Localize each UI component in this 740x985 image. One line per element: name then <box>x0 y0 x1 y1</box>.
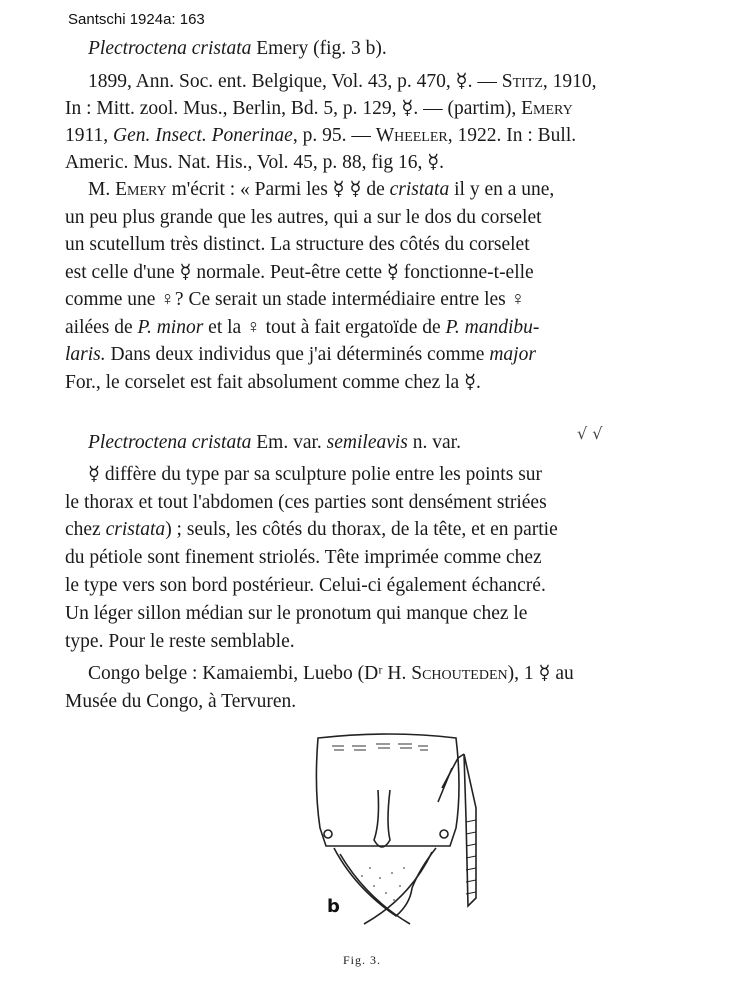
text-run: le type vers son bord postérieur. Celui-ci également échancré. <box>65 575 546 596</box>
text-run: Americ. Mus. Nat. His., Vol. 45, p. 88, fig 16, ☿. <box>65 152 445 173</box>
text-run: Congo belge : Kamaiembi, Luebo (Dʳ H. <box>88 663 412 684</box>
text-run: Emery <box>521 98 573 119</box>
ant-head-drawing <box>300 728 490 938</box>
text-run: Emery (fig. 3 b). <box>251 38 387 59</box>
text-line <box>65 345 536 365</box>
text-run: P. minor <box>137 317 204 338</box>
text-run: cristata <box>389 179 450 200</box>
text-line <box>65 263 534 283</box>
text-run: Gen. Insect. Ponerinae <box>113 125 293 146</box>
text-line <box>65 493 547 513</box>
text-run: un scutellum très distinct. La structure des côtés du corselet <box>65 234 530 255</box>
text-run: Stitz <box>501 71 543 92</box>
text-line <box>88 180 554 200</box>
text-run: 1899, Ann. Soc. ent. Belgique, Vol. 43, p. 470, ☿. — <box>88 71 502 92</box>
figure-caption: Fig. 3. <box>343 953 382 967</box>
text-line <box>65 548 542 568</box>
text-run: Plectroctena cristata <box>88 432 252 453</box>
text-run: P. mandibu- <box>445 317 540 338</box>
text-line <box>65 208 542 228</box>
text-run: Musée du Congo, à Tervuren. <box>65 691 297 712</box>
text-run: , 1922. In : Bull. <box>447 125 577 146</box>
figure-label: b <box>327 896 340 917</box>
text-run: chez <box>65 519 106 540</box>
text-run: major <box>489 344 536 365</box>
text-line <box>88 433 461 453</box>
text-run: il y en a une, <box>449 179 555 200</box>
text-run: cristata <box>105 519 166 540</box>
page-header: Santschi 1924a: 163 <box>68 11 205 28</box>
text-run: laris. <box>65 344 106 365</box>
text-run: comme une ♀? Ce serait un stade intermédiaire entre les ♀ <box>65 289 526 310</box>
text-line <box>65 235 530 255</box>
text-run: ) ; seuls, les côtés du thorax, de la tête, et en partie <box>165 519 558 540</box>
text-run: Schouteden <box>411 663 508 684</box>
text-run: et la ♀ tout à fait ergatoïde de <box>203 317 446 338</box>
text-run: du pétiole sont finement striolés. Tête imprimée comme chez <box>65 547 542 568</box>
annotation-check-mark: √ √ <box>577 424 603 443</box>
text-run: n. var. <box>407 432 461 453</box>
text-run: ☿ diffère du type par sa sculpture polie entre les points sur <box>88 464 543 485</box>
text-line <box>65 632 295 652</box>
text-line <box>88 72 597 92</box>
text-line <box>88 39 387 59</box>
text-run: Emery <box>115 179 167 200</box>
text-line <box>65 290 525 310</box>
text-run: For., le corselet est fait absolument comme chez la ☿. <box>65 372 481 393</box>
text-run: le thorax et tout l'abdomen (ces parties sont densément striées <box>65 492 547 513</box>
text-run: est celle d'une ☿ normale. Peut-être cette ☿ fonctionne-t-elle <box>65 262 534 283</box>
text-run: un peu plus grande que les autres, qui a sur le dos du corselet <box>65 207 542 228</box>
text-run: Plectroctena cristata <box>88 38 252 59</box>
text-run: ), 1 ☿ au <box>507 663 574 684</box>
text-run: Em. var. <box>251 432 327 453</box>
text-run: , 1910, <box>542 71 597 92</box>
text-run: Un léger sillon médian sur le pronotum qui manque chez le <box>65 603 528 624</box>
text-run: Wheeler <box>375 125 448 146</box>
text-run: , p. 95. — <box>292 125 376 146</box>
text-line <box>65 373 481 393</box>
text-line <box>65 99 573 119</box>
text-line <box>65 318 539 338</box>
text-run: type. Pour le reste semblable. <box>65 631 295 652</box>
ant-head-figure <box>300 728 490 938</box>
text-line <box>88 465 542 485</box>
text-run: Dans deux individus que j'ai déterminés comme <box>105 344 490 365</box>
text-line <box>65 604 527 624</box>
text-run: semileavis <box>326 432 408 453</box>
text-run: M. <box>88 179 116 200</box>
text-line <box>65 576 546 596</box>
text-line <box>88 664 574 684</box>
text-run: In : Mitt. zool. Mus., Berlin, Bd. 5, p. 129, ☿. — (partim), <box>65 98 522 119</box>
text-run: 1911, <box>65 125 114 146</box>
text-run: m'écrit : « Parmi les ☿ ☿ de <box>166 179 390 200</box>
text-line <box>65 153 444 173</box>
text-line <box>65 692 296 712</box>
text-run: ailées de <box>65 317 138 338</box>
text-line <box>65 520 558 540</box>
text-line <box>65 126 576 146</box>
